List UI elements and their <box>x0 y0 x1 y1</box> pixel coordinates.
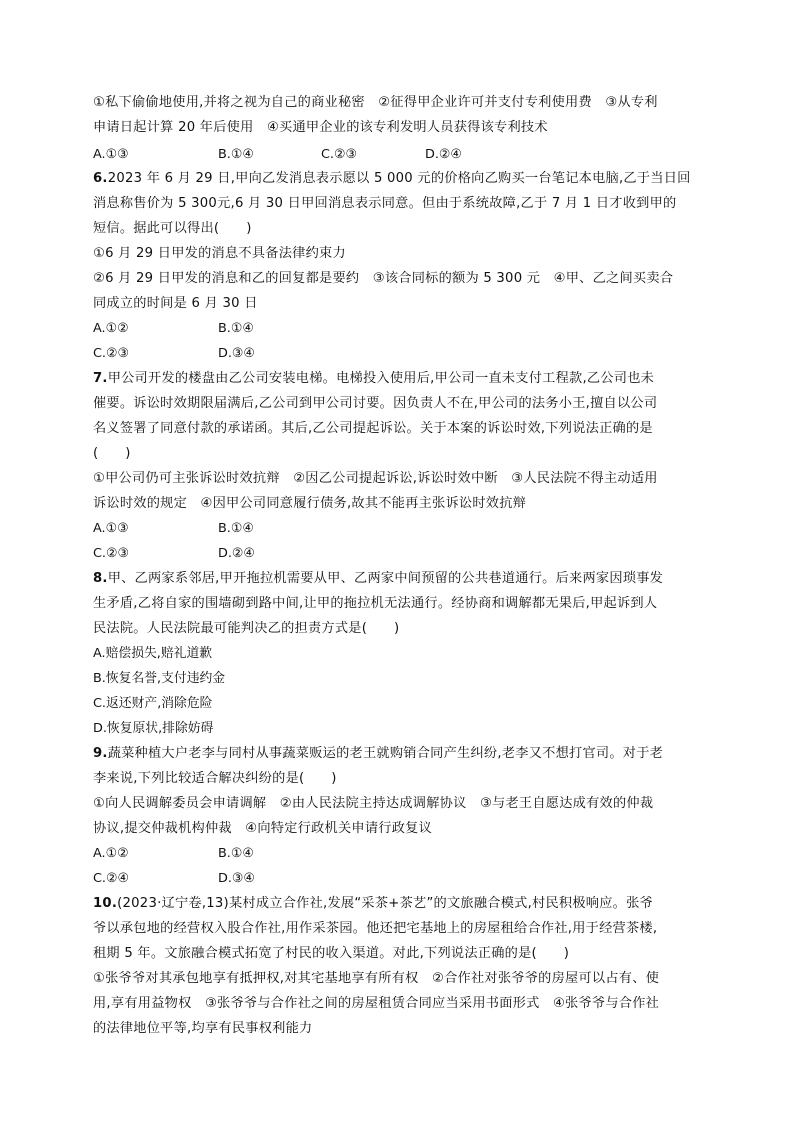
q5-option-a: A.①③ <box>93 147 129 162</box>
q9-option-d: D.③④ <box>218 871 255 886</box>
q5-item-line: ①私下偷偷地使用,并将之视为自己的商业秘密 ②征得甲企业许可并支付专利使用费 ③从专利 <box>93 95 658 110</box>
q6-stem-line: 消息称售价为 5 300元,6 月 30 日甲回消息表示同意。但由于系统故障,乙于 7 月 1 日才收到甲的 <box>93 196 677 211</box>
q6-item-line: ①6 月 29 日甲发的消息不具备法律约束力 <box>93 246 346 261</box>
q7-item-line: 诉讼时效的规定 ④因甲公司同意履行债务,故其不能再主张诉讼时效抗辩 <box>93 496 527 511</box>
q7-stem-line: 催要。诉讼时效期限届满后,乙公司到甲公司讨要。因负责人不在,甲公司的法务小王,擅自以公司 <box>93 396 658 411</box>
q7-stem-line: 名义签署了同意付款的承诺函。其后,乙公司提起诉讼。关于本案的诉讼时效,下列说法正确的是 <box>93 421 653 436</box>
q6-option-b: B.①④ <box>218 321 254 336</box>
q9-stem-line: 李来说,下列比较适合解决纠纷的是( ) <box>93 771 337 786</box>
q9-option-c: C.②④ <box>93 871 129 886</box>
q6-option-a: A.①② <box>93 321 129 336</box>
q10-stem-line: 爷以承包地的经营权入股合作社,用作采茶园。他还把宅基地上的房屋租给合作社,用于经营茶楼, <box>93 921 658 936</box>
q9-item-line: 协议,提交仲裁机构仲裁 ④向特定行政机关申请行政复议 <box>93 821 433 836</box>
q8-stem-line: 生矛盾,乙将自家的围墙砌到路中间,让甲的拖拉机无法通行。经协商和调解都无果后,甲起诉到人 <box>93 596 658 611</box>
q6-stem-line: 6.2023 年 6 月 29 日,甲向乙发消息表示愿以 5 000 元的价格向乙购买一台笔记本电脑,乙于当日回 <box>93 171 691 186</box>
q7-stem-line: ( ) <box>93 446 131 461</box>
q5-option-b: B.①④ <box>218 147 254 162</box>
q5-option-c: C.②③ <box>321 147 357 162</box>
q6-stem-line: 短信。据此可以得出( ) <box>93 221 252 236</box>
q8-stem-line: 8.甲、乙两家系邻居,甲开拖拉机需要从甲、乙两家中间预留的公共巷道通行。后来两家因琐事发 <box>93 571 664 586</box>
q7-option-a: A.①③ <box>93 521 129 536</box>
q9-option-a: A.①② <box>93 846 129 861</box>
q8-option-a: A.赔偿损失,赔礼道歉 <box>93 646 213 661</box>
q9-stem-line: 9.蔬菜种植大户老李与同村从事蔬菜贩运的老王就购销合同产生纠纷,老李又不想打官司。对于老 <box>93 746 664 761</box>
q8-number: 8. <box>93 571 108 586</box>
q6-item-line: 同成立的时间是 6 月 30 日 <box>93 296 258 311</box>
q6-option-c: C.②③ <box>93 346 129 361</box>
q8-stem-line: 民法院。人民法院最可能判决乙的担责方式是( ) <box>93 621 400 636</box>
q7-item-line: ①甲公司仍可主张诉讼时效抗辩 ②因乙公司提起诉讼,诉讼时效中断 ③人民法院不得主动适用 <box>93 471 658 486</box>
q6-option-d: D.③④ <box>218 346 255 361</box>
q10-item-line: 用,享有用益物权 ③张爷爷与合作社之间的房屋租赁合同应当采用书面形式 ④张爷爷与合作社 <box>93 996 660 1011</box>
q7-option-d: D.②④ <box>218 546 255 561</box>
q5-option-d: D.②④ <box>425 147 462 162</box>
q8-option-d: D.恢复原状,排除妨碍 <box>93 721 214 736</box>
q8-option-c: C.返还财产,消除危险 <box>93 696 213 711</box>
q7-option-b: B.①④ <box>218 521 254 536</box>
q7-stem-line: 7.甲公司开发的楼盘由乙公司安装电梯。电梯投入使用后,甲公司一直未支付工程款,乙公司也未 <box>93 371 655 386</box>
q9-item-line: ①向人民调解委员会申请调解 ②由人民法院主持达成调解协议 ③与老王自愿达成有效的仲裁 <box>93 796 654 811</box>
q10-stem-line: 10.(2023·辽宁卷,13)某村成立合作社,发展“采茶+茶艺”的文旅融合模式,村民积极响应。张爷 <box>93 896 653 911</box>
q9-option-b: B.①④ <box>218 846 254 861</box>
q10-item-line: 的法律地位平等,均享有民事权利能力 <box>93 1021 313 1036</box>
q8-option-b: B.恢复名誉,支付违约金 <box>93 671 226 686</box>
q10-stem-line: 租期 5 年。文旅融合模式拓宽了村民的收入渠道。对此,下列说法正确的是( ) <box>93 946 570 961</box>
q7-option-c: C.②③ <box>93 546 129 561</box>
q10-item-line: ①张爷爷对其承包地享有抵押权,对其宅基地享有所有权 ②合作社对张爷爷的房屋可以占有、使 <box>93 971 660 986</box>
q9-number: 9. <box>93 746 108 761</box>
q5-item-line: 申请日起计算 20 年后使用 ④买通甲企业的该专利发明人员获得该专利技术 <box>93 120 548 135</box>
q6-number: 6. <box>93 171 108 186</box>
q10-number: 10. <box>93 896 118 911</box>
q7-number: 7. <box>93 371 108 386</box>
q6-item-line: ②6 月 29 日甲发的消息和乙的回复都是要约 ③该合同标的额为 5 300 元 ④甲、乙之间买卖合 <box>93 271 674 286</box>
